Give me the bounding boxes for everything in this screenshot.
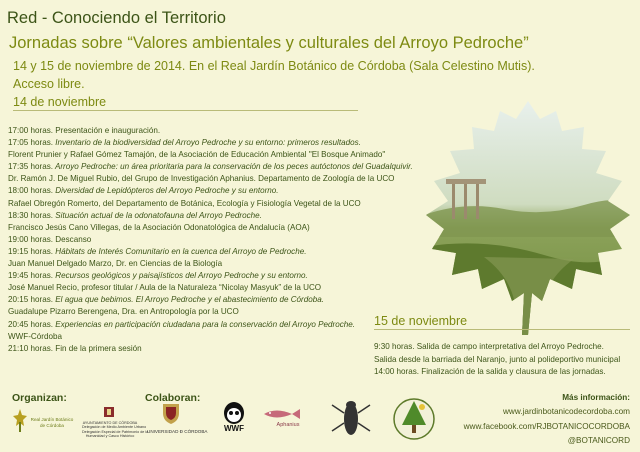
footer bbox=[0, 391, 640, 452]
programme-line bbox=[374, 354, 620, 367]
programme-line bbox=[8, 294, 413, 306]
programme-line bbox=[8, 137, 413, 149]
programme-line bbox=[8, 234, 413, 246]
programme-line bbox=[8, 173, 413, 185]
programme-text: Inventario de la biodiversidad del Arroyo Pedroche y su entorno: primeros resultados. bbox=[53, 138, 361, 148]
programme-time: 14:00 horas. bbox=[374, 367, 419, 377]
odonata-insect-icon bbox=[328, 397, 374, 441]
programme-time: 18:00 horas. bbox=[8, 186, 53, 196]
programme-text: Presentación e inauguración. bbox=[53, 126, 161, 135]
programme-text: Salida desde la barriada del Naranjo, junto al polideportivo municipal bbox=[374, 354, 621, 364]
programme-text: Diversidad de Lepidópteros del Arroyo Pedroche y su entorno. bbox=[53, 186, 279, 196]
programme-line bbox=[8, 306, 413, 318]
programme-text: Salida de campo interpretativa del Arroyo Pedroche. bbox=[414, 342, 604, 351]
programme-line bbox=[8, 222, 413, 234]
programme-line bbox=[8, 246, 413, 258]
programme-line bbox=[8, 198, 413, 210]
programme-time: 9:30 horas. bbox=[374, 342, 415, 351]
programme-line bbox=[8, 319, 413, 331]
wwf-logo-text: WWF bbox=[224, 424, 244, 433]
programme-text: Florent Prunier y Rafael Gómez Tamajón, de la Asociación de Educación Ambiental "El Bosque Animado" bbox=[8, 150, 386, 160]
aphanius-fish-icon bbox=[262, 407, 312, 421]
aphanius-logo-text: Aphanius bbox=[276, 422, 300, 428]
programme-line bbox=[374, 366, 620, 379]
programme-time: 21:10 horas. bbox=[8, 343, 53, 353]
poster-title: Red - Conociendo el Territorio bbox=[7, 9, 226, 27]
event-date-location: 14 y 15 de noviembre de 2014. En el Real Jardín Botánico de Córdoba (Sala Celestino Mutis). bbox=[13, 59, 535, 73]
programme-line bbox=[8, 270, 413, 282]
leaf-photo-image bbox=[424, 97, 632, 335]
universidad-cordoba-crest-icon bbox=[158, 401, 184, 425]
programme-time: 19:15 horas. bbox=[8, 246, 53, 256]
programme-line bbox=[8, 149, 413, 161]
programme-time: 20:45 horas. bbox=[8, 319, 53, 329]
programme-line bbox=[8, 331, 413, 343]
access-note: Acceso libre. bbox=[13, 77, 85, 91]
poster-subtitle: Jornadas sobre “Valores ambientales y culturales del Arroyo Pedroche” bbox=[9, 34, 529, 52]
day2-heading: 15 de noviembre bbox=[374, 314, 630, 330]
website-link[interactable]: www.jardinbotanicodecordoba.com bbox=[503, 407, 630, 417]
programme-line bbox=[8, 258, 413, 270]
day1-programme bbox=[8, 125, 413, 355]
programme-line bbox=[8, 161, 413, 173]
programme-text: Experiencias en participación ciudadana para la conservación del Arroyo Pedroche. bbox=[53, 319, 356, 329]
organizan-label: Organizan: bbox=[12, 392, 67, 404]
programme-time: 17:05 horas. bbox=[8, 138, 53, 148]
programme-text: Guadalupe Pizarro Berengena, Dra. en Antropología por la UCO bbox=[8, 307, 239, 317]
programme-text: Arroyo Pedroche: un área prioritaria para la conservación de los peces autóctonos del Guadalquivir. bbox=[53, 162, 413, 172]
programme-text: Recursos geológicos y paisajísticos del Arroyo Pedroche y su entorno. bbox=[53, 271, 308, 281]
more-info-title: Más información: bbox=[562, 393, 630, 402]
wwf-panda-icon bbox=[221, 401, 247, 425]
ayuntamiento-logo-text: AYUNTAMIENTO DE CÓRDOBA Delegación de Medio Ambiente Urbano Delegación Especial de Patrimonio de la Humanidad y Casco Histórico bbox=[82, 421, 149, 438]
programme-text: Situación actual de la odonatofauna del Arroyo Pedroche. bbox=[53, 210, 262, 220]
programme-time: 20:15 horas. bbox=[8, 295, 53, 305]
programme-time: 19:45 horas. bbox=[8, 271, 53, 281]
day2-programme bbox=[374, 341, 620, 379]
colaboran-label: Colaboran: bbox=[145, 392, 201, 404]
programme-text: El agua que bebimos. El Arroyo Pedroche y el abastecimiento de Córdoba. bbox=[53, 295, 324, 305]
programme-text: Finalización de la salida y clausura de las jornadas. bbox=[419, 367, 606, 377]
day1-heading: 14 de noviembre bbox=[13, 95, 358, 111]
programme-line bbox=[8, 343, 413, 355]
programme-time: 17:00 horas. bbox=[8, 126, 53, 135]
programme-text: Fin de la primera sesión bbox=[53, 343, 142, 353]
twitter-handle[interactable]: @BOTANICORD bbox=[567, 435, 630, 445]
more-info-block bbox=[464, 391, 630, 448]
jardin-botanico-logo-text: Real Jardín Botánico de Córdoba bbox=[30, 417, 74, 428]
ayuntamiento-crest-icon bbox=[102, 405, 116, 419]
programme-text: Juan Manuel Delgado Marzo, Dr. en Ciencias de la Biología bbox=[8, 259, 223, 269]
programme-line bbox=[374, 341, 620, 354]
programme-time: 19:00 horas. bbox=[8, 234, 53, 244]
programme-time: 17:35 horas. bbox=[8, 162, 53, 172]
programme-text: Hábitats de Interés Comunitario en la cuenca del Arroyo de Pedroche. bbox=[53, 246, 307, 256]
programme-text: Rafael Obregón Romerto, del Departamento de Botánica, Ecología y Fisiología Vegetal de la UCO bbox=[8, 198, 361, 208]
programme-line bbox=[8, 185, 413, 197]
programme-text: José Manuel Recio, profesor titular / Aula de la Naturaleza “Nicolay Masyuk” de la UCO bbox=[8, 283, 322, 293]
programme-text: Francisco Jesús Cano Villegas, de la Asociación Odonatológica de Andalucía (AOA) bbox=[8, 222, 310, 232]
programme-line bbox=[8, 210, 413, 222]
universidad-cordoba-logo-text: UNIVERSIDAD Đ CÓRDOBA bbox=[147, 429, 208, 434]
programme-text: Descanso bbox=[53, 234, 92, 244]
programme-text: WWF-Córdoba bbox=[8, 331, 62, 341]
bosque-animado-tree-icon bbox=[392, 395, 436, 443]
programme-time: 18:30 horas. bbox=[8, 210, 53, 220]
programme-line bbox=[8, 125, 413, 137]
programme-line bbox=[8, 282, 413, 294]
facebook-link[interactable]: www.facebook.com/RJBOTANICOCORDOBA bbox=[463, 421, 630, 431]
programme-text: Dr. Ramón J. De Miguel Rubio, del Grupo de Investigación Aphanius. Departamento de Zoología de la UCO bbox=[8, 174, 395, 184]
